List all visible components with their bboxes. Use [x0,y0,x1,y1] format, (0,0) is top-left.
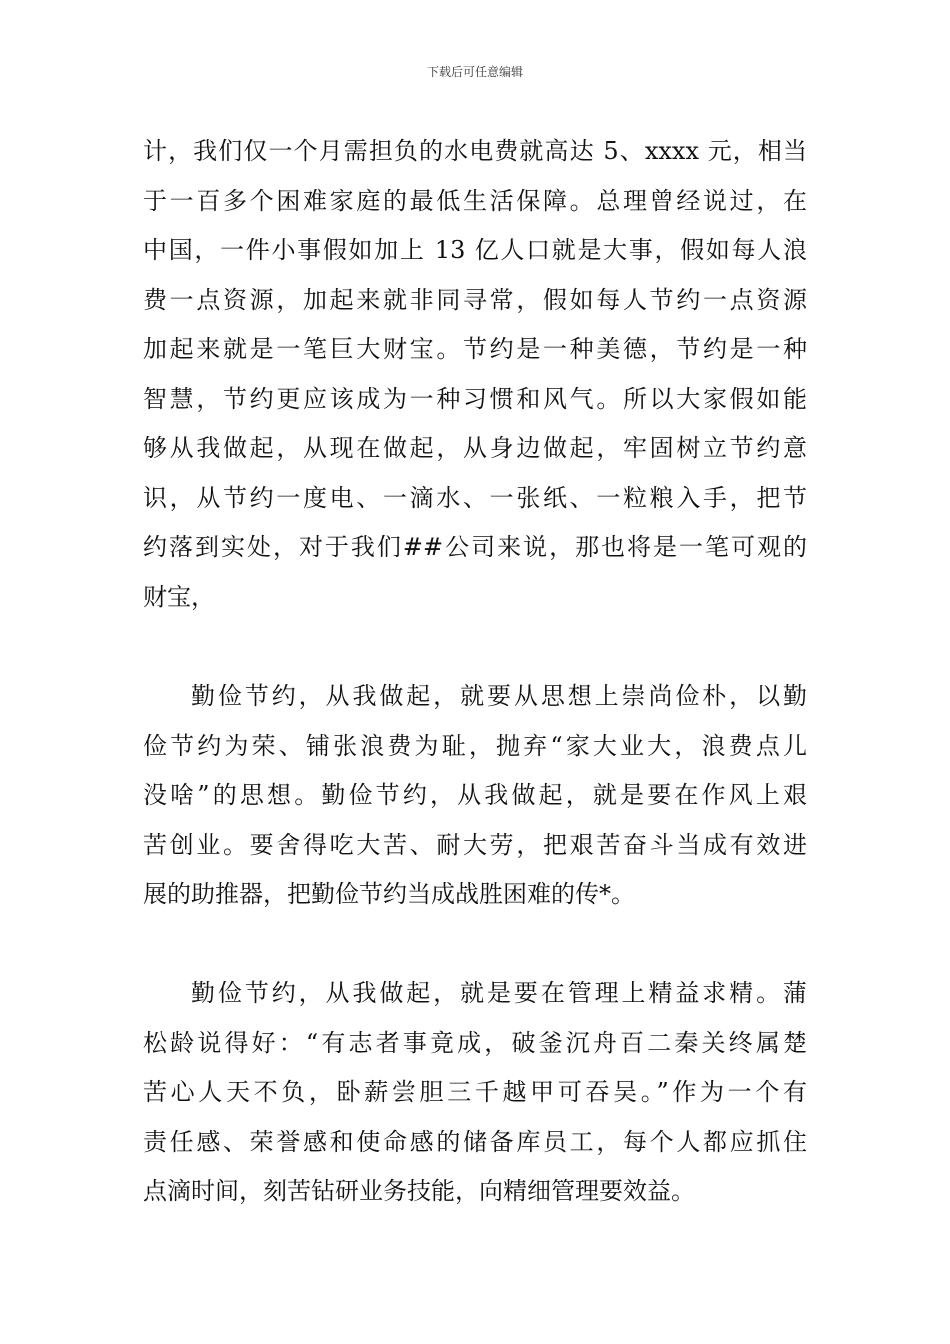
paragraph-line: 费一点资源，加起来就非同寻常，假如每人节约一点资源 [143,285,807,314]
paragraph-line: 展的助推器，把勤俭节约当成战胜困难的传*。 [143,880,635,908]
paragraph-line: 松龄说得好：“有志者事竟成，破釜沉舟百二秦关终属楚 [143,1028,807,1057]
paragraph-line: 够从我做起，从现在做起，从身边做起，牢固树立节约意 [143,434,807,462]
paragraph-line: 苦心人天不负，卧薪尝胆三千越甲可吞吴。”作为一个有 [143,1078,807,1106]
paragraph-line: 加起来就是一笔巨大财宝。节约是一种美德，节约是一种 [143,335,807,363]
paragraph-line: 识，从节约一度电、一滴水、一张纸、一粒粮入手，把节 [143,483,807,512]
paragraph-line: 智慧，节约更应该成为一种习惯和风气。所以大家假如能 [143,384,807,413]
paragraph-line: 点滴时间，刻苦钻研业务技能，向精细管理要效益。 [143,1177,695,1205]
paragraph-1 [143,127,807,622]
paragraph-line: 约落到实处，对于我们##公司来说，那也将是一笔可观的 [143,533,807,561]
paragraph-3 [143,969,807,1217]
paragraph-line: 于一百多个困难家庭的最低生活保障。总理曾经说过，在 [143,186,807,215]
paragraph-line: 责任感、荣誉感和使命感的储备库员工，每个人都应抓住 [143,1127,807,1156]
paragraph-line: 计，我们仅一个月需担负的水电费就高达 5、xxxx 元，相当 [143,137,807,165]
paragraph-line: 俭节约为荣、铺张浪费为耻，抛弃“家大业大，浪费点儿 [143,731,807,760]
paragraph-line: 苦创业。要舍得吃大苦、耐大劳，把艰苦奋斗当成有效进 [143,830,807,859]
paragraph-line: 勤俭节约，从我做起，就要从思想上崇尚俭朴，以勤 [191,682,807,710]
paragraph-line: 没啥”的思想。勤俭节约，从我做起，就是要在作风上艰 [143,781,807,809]
paragraph-line: 中国，一件小事假如加上 13 亿人口就是大事，假如每人浪 [143,236,807,264]
paragraph-2 [143,672,807,920]
paragraph-line: 勤俭节约，从我做起，就是要在管理上精益求精。蒲 [191,979,807,1007]
paragraph-line: 财宝， [143,582,215,611]
page-header: 下载后可任意编辑 [426,65,523,79]
